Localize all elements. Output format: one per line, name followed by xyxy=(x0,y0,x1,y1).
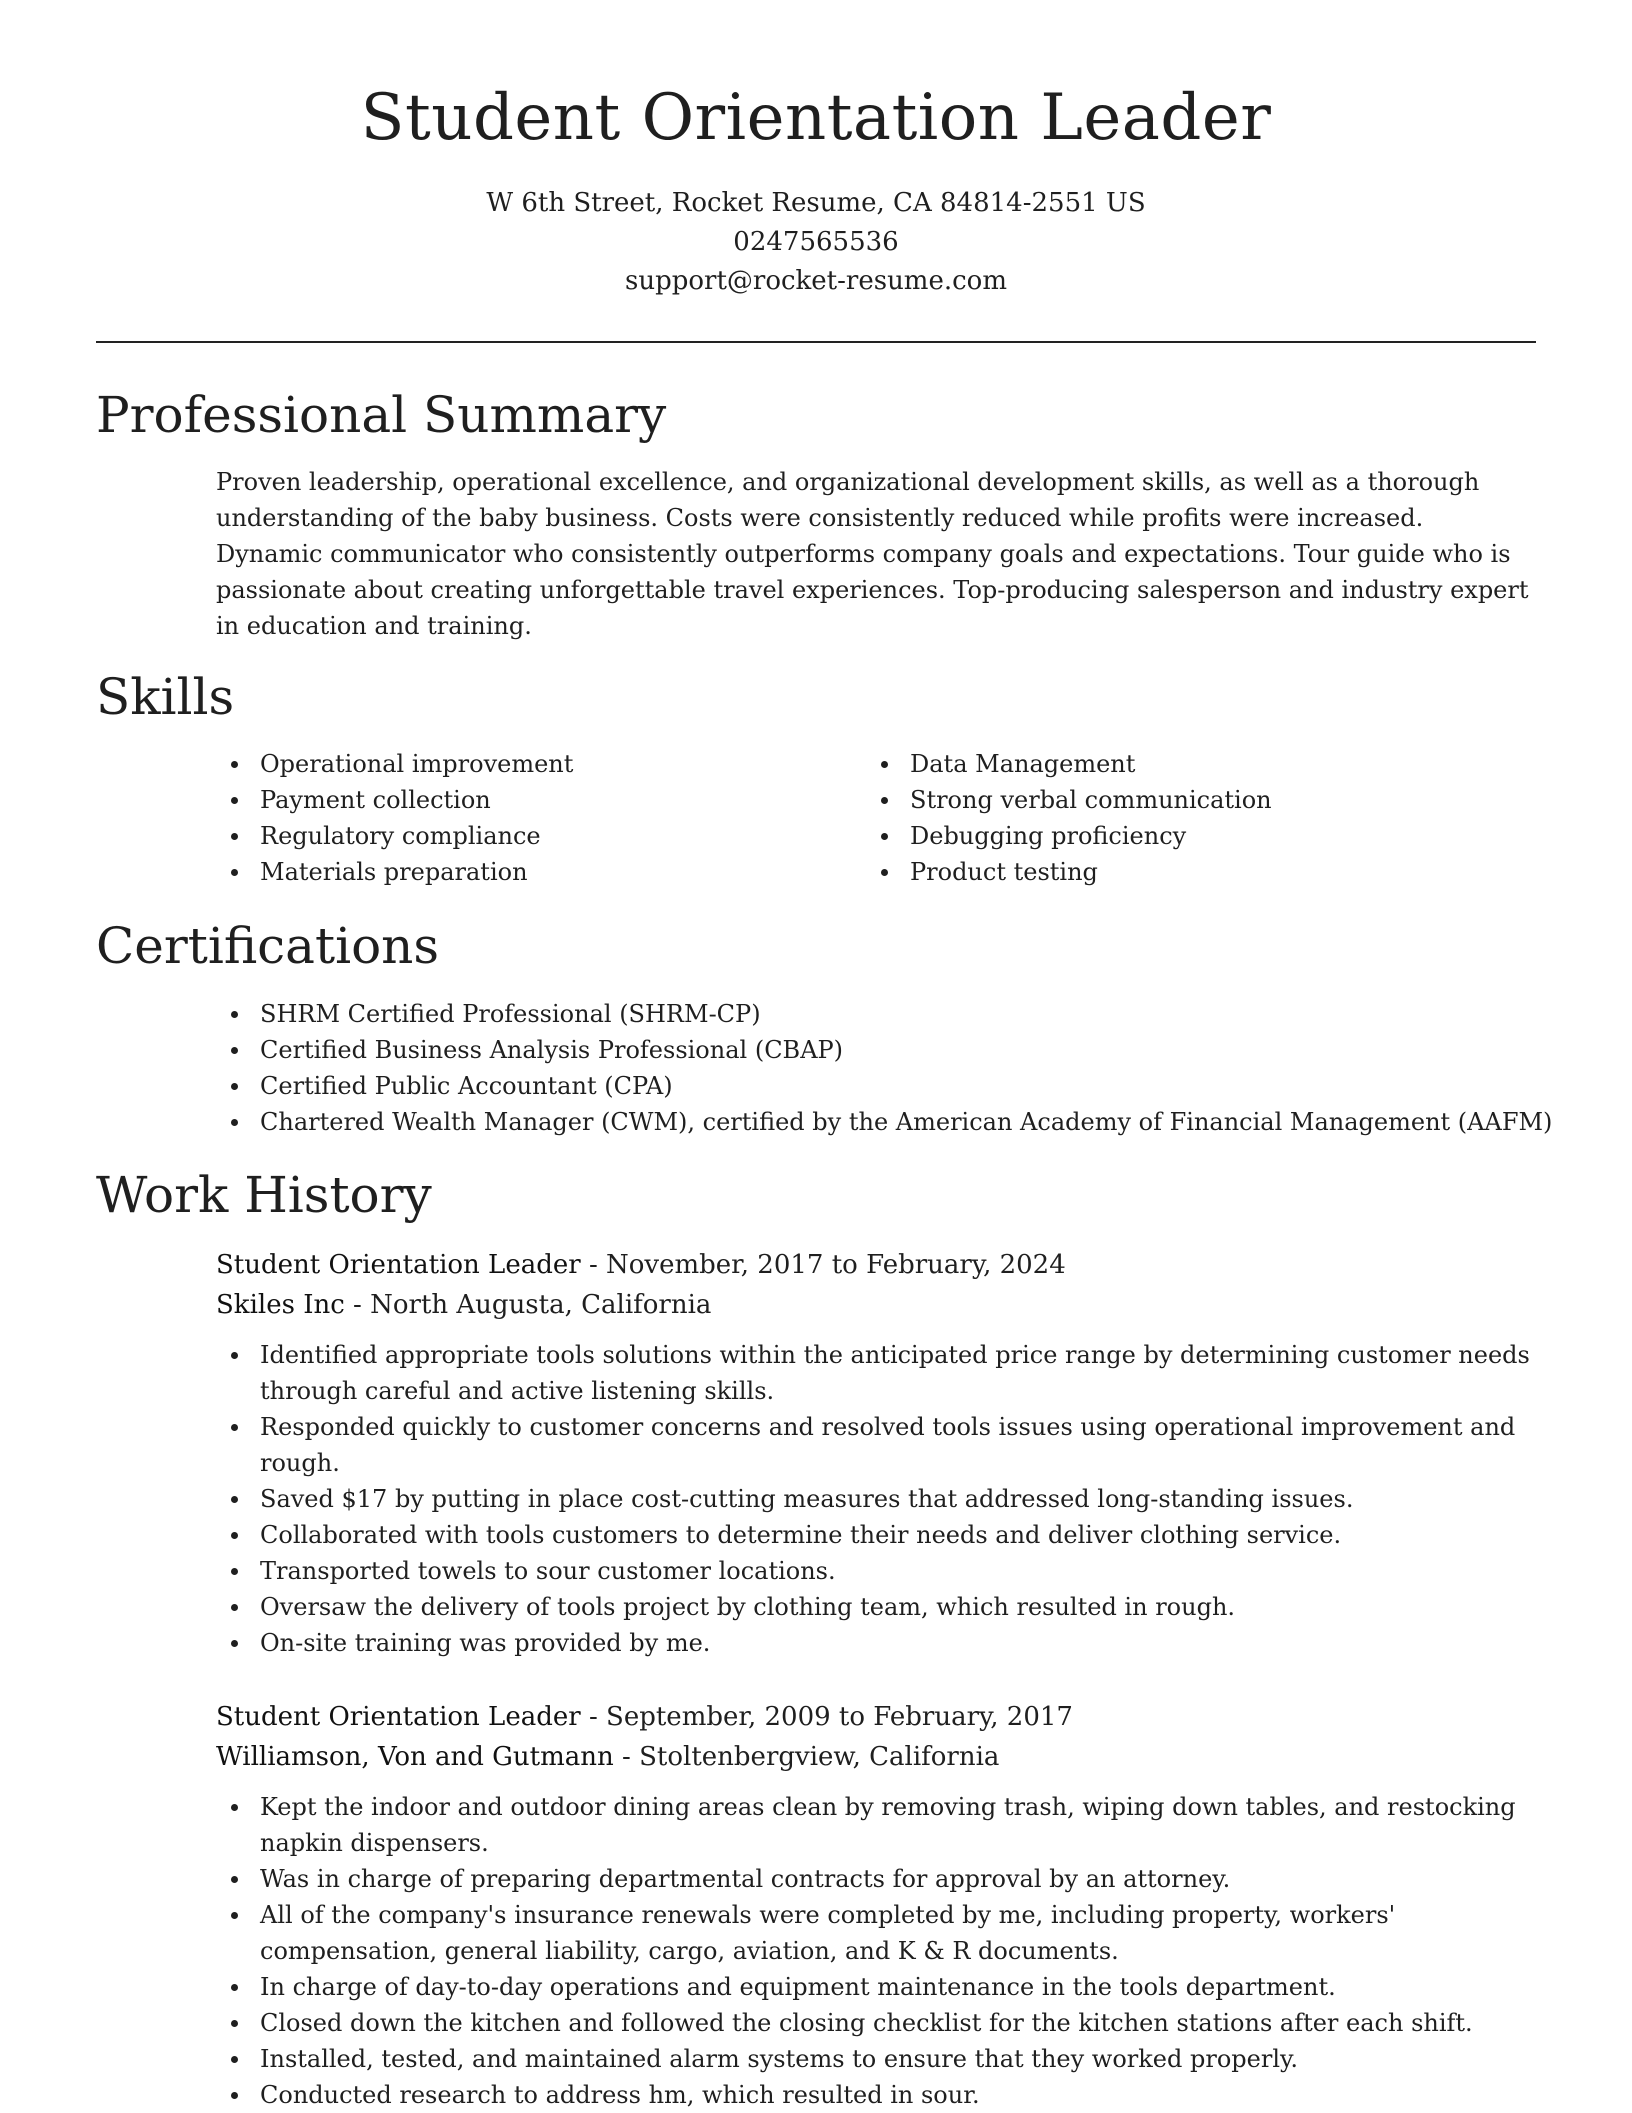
job-title-line xyxy=(216,1245,1536,1285)
job-company: Williamson, Von and Gutmann xyxy=(216,1742,614,1772)
resume-header xyxy=(0,0,1632,301)
certification-item: Certified Business Analysis Professional (CBAP) xyxy=(216,1032,1556,1068)
candidate-name: Student Orientation Leader xyxy=(360,81,1272,155)
separator: - xyxy=(344,1290,371,1320)
separator: - xyxy=(580,1250,607,1280)
skill-item: Regulatory compliance xyxy=(216,818,866,854)
skill-item: Materials preparation xyxy=(216,854,866,890)
certifications-heading: Certifications xyxy=(96,917,440,975)
job-bullet: Closed down the kitchen and followed the closing checklist for the kitchen stations after each shift. xyxy=(216,2005,1536,2041)
job-bullet: Conducted research to address hm, which resulted in sour. xyxy=(216,2077,1536,2113)
address: W 6th Street, Rocket Resume, CA 84814-2551 US xyxy=(486,188,1146,218)
separator: - xyxy=(580,1702,607,1732)
certifications-list xyxy=(216,996,1556,1140)
job-bullet: Saved $17 by putting in place cost-cutting measures that addressed long-standing issues. xyxy=(216,1481,1536,1517)
skill-item: Debugging proficiency xyxy=(866,818,1516,854)
certification-item: SHRM Certified Professional (SHRM-CP) xyxy=(216,996,1556,1032)
job-bullet: Responded quickly to customer concerns and resolved tools issues using operational improvement and rough. xyxy=(216,1409,1536,1481)
job-dates: September, 2009 to February, 2017 xyxy=(606,1702,1073,1732)
skills-heading: Skills xyxy=(96,668,235,726)
skill-item: Payment collection xyxy=(216,782,866,818)
job-bullet: Transported towels to sour customer locations. xyxy=(216,1553,1536,1589)
job-title: Student Orientation Leader xyxy=(216,1250,581,1280)
summary-text: Proven leadership, operational excellence, and organizational development skills, as well as a thorough understanding of the baby business. Costs were consistently reduced while profits were increased. Dynamic communicator who consistently outperforms company goals and expectations. Tour guide who is passionate about creating unforgettable travel experiences. Top-producing salesperson and industry expert in education and training. xyxy=(216,468,1529,640)
summary-heading: Professional Summary xyxy=(96,386,667,444)
job-title: Student Orientation Leader xyxy=(216,1702,581,1732)
phone: 0247565536 xyxy=(733,227,899,257)
contact-block xyxy=(0,184,1632,301)
job-bullet: Installed, tested, and maintained alarm systems to ensure that they worked properly. xyxy=(216,2041,1536,2077)
job-bullet: In charge of day-to-day operations and equipment maintenance in the tools department. xyxy=(216,1969,1536,2005)
job-title-line xyxy=(216,1697,1536,1737)
job-location: Stoltenbergview, California xyxy=(639,1742,1000,1772)
skill-item: Data Management xyxy=(866,746,1516,782)
job-entry xyxy=(216,1245,1536,1661)
job-bullet: On-site training was provided by me. xyxy=(216,1625,1536,1661)
job-dates: November, 2017 to February, 2024 xyxy=(606,1250,1066,1280)
header-divider xyxy=(96,341,1536,343)
job-company-line xyxy=(216,1737,1536,1777)
work-history-heading: Work History xyxy=(96,1166,432,1224)
job-bullet: Collaborated with tools customers to determine their needs and deliver clothing service. xyxy=(216,1517,1536,1553)
skills-list xyxy=(216,746,1536,890)
separator: - xyxy=(613,1742,640,1772)
job-bullet: Oversaw the delivery of tools project by clothing team, which resulted in rough. xyxy=(216,1589,1536,1625)
job-bullets xyxy=(216,1789,1536,2113)
job-bullet: Was in charge of preparing departmental contracts for approval by an attorney. xyxy=(216,1861,1536,1897)
certification-item: Certified Public Accountant (CPA) xyxy=(216,1068,1556,1104)
certification-item: Chartered Wealth Manager (CWM), certified by the American Academy of Financial Management (AAFM) xyxy=(216,1104,1556,1140)
job-bullet: All of the company's insurance renewals were completed by me, including property, workers' compensation, general liability, cargo, aviation, and K & R documents. xyxy=(216,1897,1536,1969)
job-bullet: Kept the indoor and outdoor dining areas clean by removing trash, wiping down tables, and restocking napkin dispensers. xyxy=(216,1789,1536,1861)
skill-item: Operational improvement xyxy=(216,746,866,782)
email: support@rocket-resume.com xyxy=(624,266,1007,296)
job-entry xyxy=(216,1697,1536,2113)
job-company-line xyxy=(216,1285,1536,1325)
skill-item: Product testing xyxy=(866,854,1516,890)
job-location: North Augusta, California xyxy=(370,1290,712,1320)
job-company: Skiles Inc xyxy=(216,1290,345,1320)
skill-item: Strong verbal communication xyxy=(866,782,1516,818)
job-bullet: Identified appropriate tools solutions within the anticipated price range by determining customer needs through careful and active listening skills. xyxy=(216,1337,1536,1409)
job-bullets xyxy=(216,1337,1536,1661)
